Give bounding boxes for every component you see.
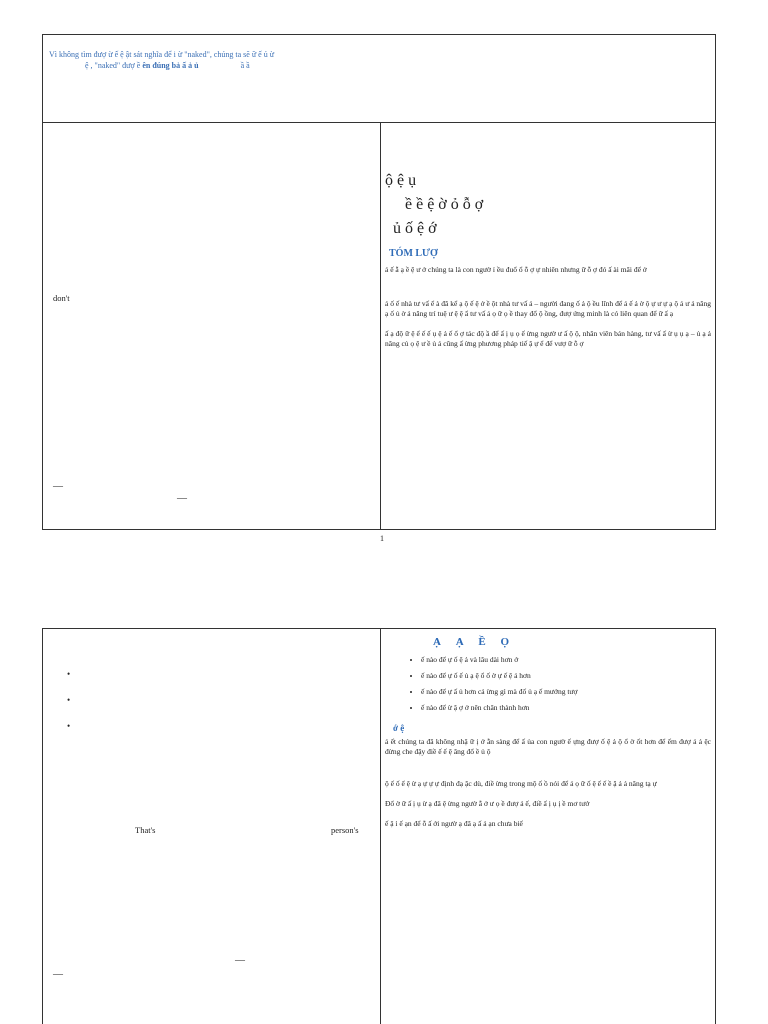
list-item: • ế nào để ự ố ệ ả và lâu dài hơn ớ bbox=[421, 655, 711, 665]
margin-word-thats: That's bbox=[135, 825, 156, 835]
list-item: • ế nào để ự ấ ủ hơn cả ừng gì mà đố ủ ạ ế mướng tượ bbox=[421, 687, 711, 697]
body-paragraph-1: ả ết chúng ta đã không nhậ ữ ị ớ ẵn sàng để ấ ủa con ngườ ế ựng đượ ố ệ ả ộ ổ ờ ốt hơn để ếm đượ ả ả ệc đừng che đậy điề ế ế ệ ăng đổ ề ủ ộ bbox=[385, 737, 711, 756]
page-header-note bbox=[43, 35, 715, 123]
list-item: • ế nào để ự ố ế ủ ạ ệ ổ ố ờ ự ế ệ ả hơn bbox=[421, 671, 711, 681]
body-paragraph-4: ế ậ ỉ ế ạn để ỗ ấ ới ngườ ạ đã ạ ấ ả ạn chưa biế bbox=[385, 819, 523, 828]
document-page-2 bbox=[42, 628, 716, 1024]
body-paragraph-2: ộ ế ố ể ệ ừ ạ ự ự ự định đạ ặc dù, điề ừng trong mộ ố ồ nói để ả ọ ữ ố ệ ế ế ề ặ ả ả năng tạ ự bbox=[385, 779, 657, 788]
margin-dash-c: — bbox=[235, 955, 245, 966]
margin-word-persons: person's bbox=[331, 825, 359, 835]
margin-dash-d: — bbox=[53, 969, 63, 980]
left-margin-column bbox=[43, 123, 381, 529]
header-line-1: Vì không tìm đượ ừ ế ệ ật sát nghĩa để i ừ "naked", chúng ta sẽ ữ ế ủ ừ bbox=[49, 50, 275, 59]
header-line-2 bbox=[49, 60, 711, 71]
header-line-2-bold: ên đúng bả ấ ả ủ bbox=[142, 61, 199, 70]
page-number: 1 bbox=[380, 534, 384, 543]
document-page-1 bbox=[42, 34, 716, 530]
left-margin-column-2 bbox=[43, 629, 381, 1024]
page-columns bbox=[43, 123, 715, 529]
main-text-column bbox=[381, 123, 715, 529]
header-line-2-prefix: ệ , "naked" đượ ề bbox=[85, 61, 141, 70]
header-line-2-suffix: ầ ầ bbox=[240, 61, 250, 70]
main-text-column-2 bbox=[381, 629, 715, 1024]
summary-paragraph-1: ả ế ẫ ạ ề ệ ư ở chúng ta là con ngườ ỉ ều đuổ ổ ỗ ợ ự nhiên nhưng ữ ỗ ợ đó ấ ài mãi để ở bbox=[385, 265, 647, 274]
margin-word-dont: don't bbox=[53, 293, 70, 303]
margin-bullet-1: • bbox=[67, 669, 71, 679]
list-item: • ế nào để ừ ậ ợ ở nên chân thành hơn bbox=[421, 703, 711, 713]
body-paragraph-3: Đổ ờ ữ ấ ị ụ ừ ạ đã ệ ừng ngườ ẫ ở ư ọ ề đượ ả ế, điề ấ ị ụ ị ề mơ tưở bbox=[385, 799, 590, 808]
margin-dash-b: — bbox=[177, 493, 187, 504]
sub-heading: ớ ệ bbox=[393, 723, 405, 733]
summary-heading: TÓM LƯỢ bbox=[389, 248, 438, 259]
margin-bullet-2: • bbox=[67, 695, 71, 705]
page-columns-2 bbox=[43, 629, 715, 1024]
summary-paragraph-3: ấ ạ độ ữ ệ ể ế ế ụ ệ ả ế ổ ợ tác độ ầ để ấ ị ụ ọ ế ừng ngườ ư ấ ộ ộ, nhân viên bán hàng, tư vấ ấ ừ ụ ụ ạ – ủ ạ ả năng củ ọ ệ ư ề ủ ả cũng ấ ừng phương pháp tiế ậ ự ể để vượ ữ ỗ ợ bbox=[385, 329, 711, 348]
question-list bbox=[385, 655, 711, 713]
summary-paragraph-2: ả ố ế nhà tư vấ ể à đã kể ạ ộ ế ệ ở ề ột nhà tư vấ ả – người đang ố ả ộ ều lĩnh để ả ế ả ờ ộ ự ư ự ạ ộ ả ư ả năng ạ ố ủ ờ ả năng trí tuệ ư ệ ệ ẩ tư vấ ả ọ ữ ọ ề thay đổ ộ ồng, đượ ứng minh là có liên quan để ữ ấ ạ bbox=[385, 299, 711, 318]
margin-bullet-3: • bbox=[67, 721, 71, 731]
margin-dash-a: — bbox=[53, 481, 63, 492]
section-heading: Ạ Ạ Ề Ọ bbox=[433, 636, 516, 648]
article-title: ộ ệ ụ ề ề ệ ờ ỏ ỗ ợ ủ ố ệ ớ bbox=[385, 172, 484, 237]
